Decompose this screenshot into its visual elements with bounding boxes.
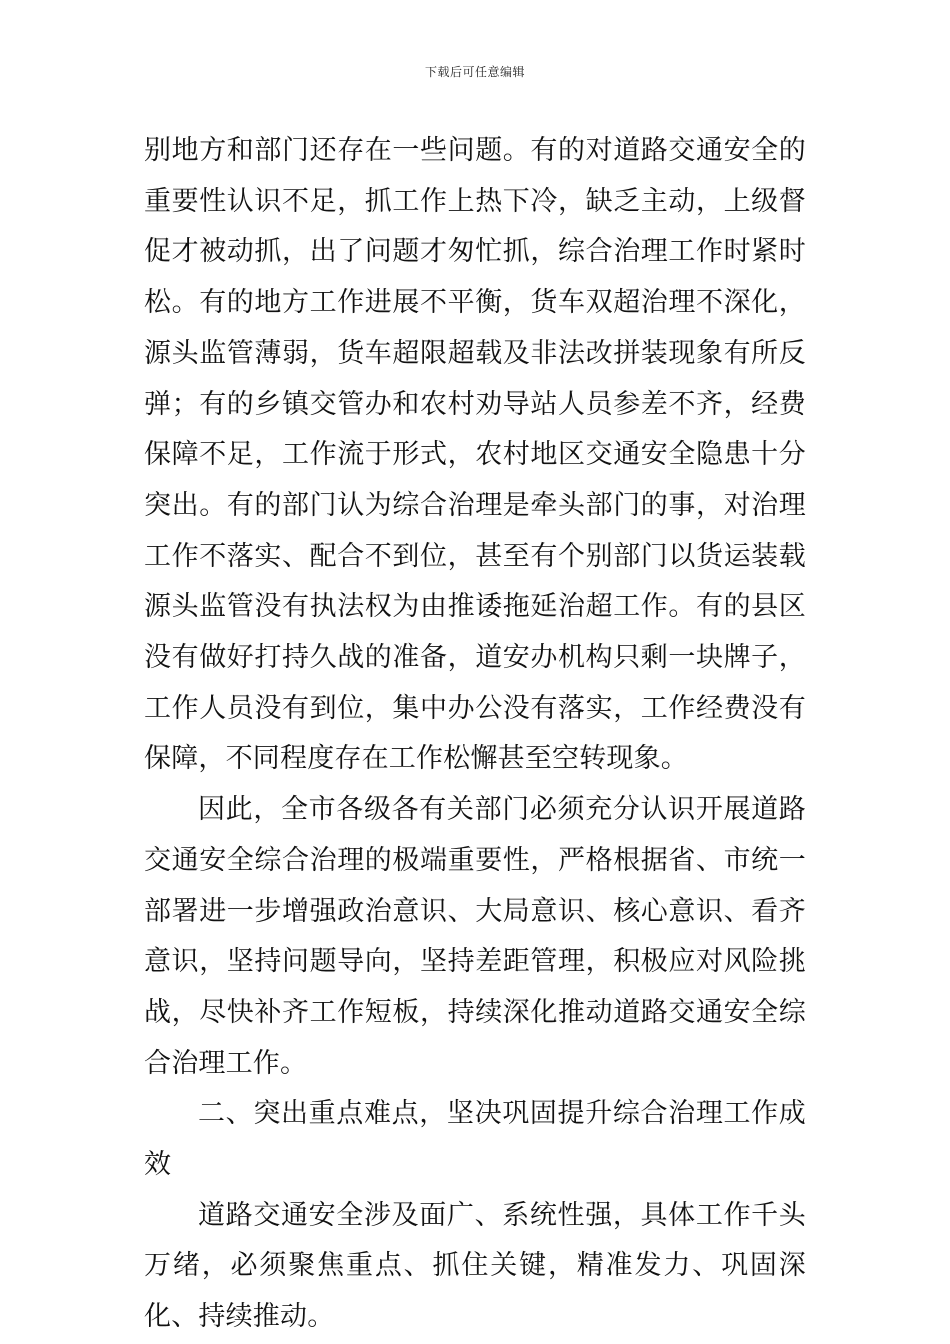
document-body [144, 126, 806, 1343]
section-heading: 二、突出重点难点，坚决巩固提升综合治理工作成效 [144, 1098, 806, 1181]
paragraph-intro: 道路交通安全涉及面广、系统性强，具体工作千头万绪，必须聚焦重点、抓住关键，精准发力、巩固深化、持续推动。 [144, 1199, 806, 1333]
page-header: 下载后可任意编辑 [424, 65, 525, 79]
paragraph-therefore: 因此，全市各级各有关部门必须充分认识开展道路交通安全综合治理的极端重要性，严格根据省、市统一部署进一步增强政治意识、大局意识、核心意识、看齐意识，坚持问题导向，坚持差距管理，积极应对风险挑战，尽快补齐工作短板，持续深化推动道路交通安全综合治理工作。 [144, 794, 806, 1079]
paragraph-continued: 别地方和部门还存在一些问题。有的对道路交通安全的重要性认识不足，抓工作上热下冷，缺乏主动，上级督促才被动抓，出了问题才匆忙抓，综合治理工作时紧时松。有的地方工作进展不平衡，货车双超治理不深化，源头监管薄弱，货车超限超载及非法改拼装现象有所反弹；有的乡镇交管办和农村劝导站人员参差不齐，经费保障不足，工作流于形式，农村地区交通安全隐患十分突出。有的部门认为综合治理是牵头部门的事，对治理工作不落实、配合不到位，甚至有个别部门以货运装载源头监管没有执法权为由推诿拖延治超工作。有的县区没有做好打持久战的准备，道安办机构只剩一块牌子，工作人员没有到位，集中办公没有落实，工作经费没有保障，不同程度存在工作松懈甚至空转现象。 [144, 135, 806, 775]
